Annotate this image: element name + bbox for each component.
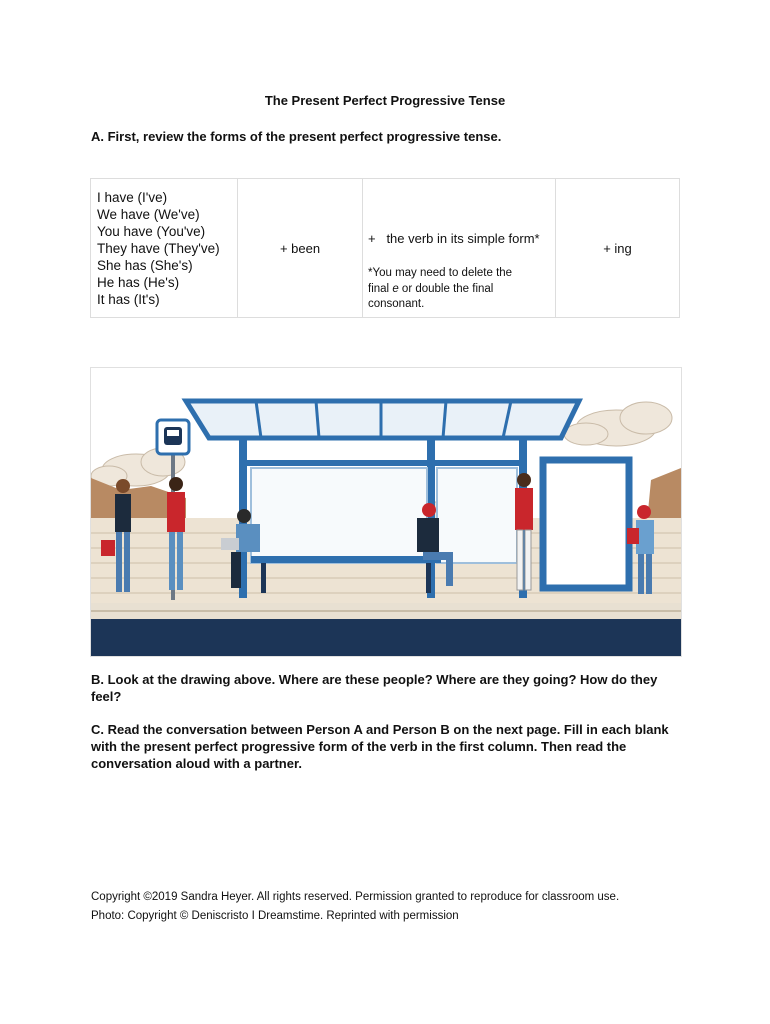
section-a-heading: A. First, review the forms of the present perfect progressive tense.: [91, 129, 502, 144]
bench-seat: [251, 556, 441, 563]
section-b-heading: B. Look at the drawing above. Where are these people? Where are they going? How do they feel?: [91, 672, 658, 704]
verb-cell: [363, 179, 556, 318]
pronoun-row: I have (I've): [97, 189, 168, 205]
ing-cell: [556, 179, 680, 318]
pronoun-row: It has (It's): [97, 291, 160, 307]
ing-text: + ing: [603, 240, 632, 256]
ad-panel: [543, 460, 629, 588]
glass-panel: [251, 468, 427, 563]
footer-copyright: Copyright ©2019 Sandra Heyer. All rights reserved. Permission granted to reproduce for classroom use.: [91, 891, 620, 903]
note-e: e: [392, 282, 399, 295]
forms-table: [90, 178, 680, 318]
verb-note: [368, 266, 543, 313]
street: [91, 619, 681, 656]
been-text: + been: [279, 240, 321, 256]
bench-leg-l: [261, 563, 266, 593]
pronoun-row: He has (He's): [97, 274, 180, 290]
verb-text: the verb in its simple form*: [386, 231, 540, 246]
been-cell: [238, 179, 363, 318]
note-line2: or double the final: [401, 282, 494, 295]
pronoun-row: They have (They've): [97, 240, 220, 256]
note-line1: *You may need to delete the: [368, 267, 513, 279]
footer-photo-credit: Photo: Copyright © Deniscristo I Dreamstime. Reprinted with permission: [91, 910, 459, 922]
bench-leg-r: [426, 563, 431, 593]
glass-panel-2: [437, 468, 517, 563]
section-c-heading: C. Read the conversation between Person A and Person B on the next page. Fill in each blank with the present perfect progressive form of the verb in the first column. Then read the conversation aloud with a partner.: [91, 722, 669, 771]
pronoun-row: We have (We've): [97, 206, 200, 222]
bus-stop-illustration: [90, 367, 682, 657]
pronoun-cell: [91, 179, 238, 318]
note-final: final: [368, 282, 390, 295]
pronoun-row: She has (She's): [97, 257, 193, 273]
note-line3: consonant.: [368, 298, 425, 310]
page-title: The Present Perfect Progressive Tense: [264, 93, 506, 108]
pronoun-row: You have (You've): [97, 223, 206, 239]
verb-plus: +: [368, 231, 376, 246]
verb-form: [368, 231, 540, 246]
